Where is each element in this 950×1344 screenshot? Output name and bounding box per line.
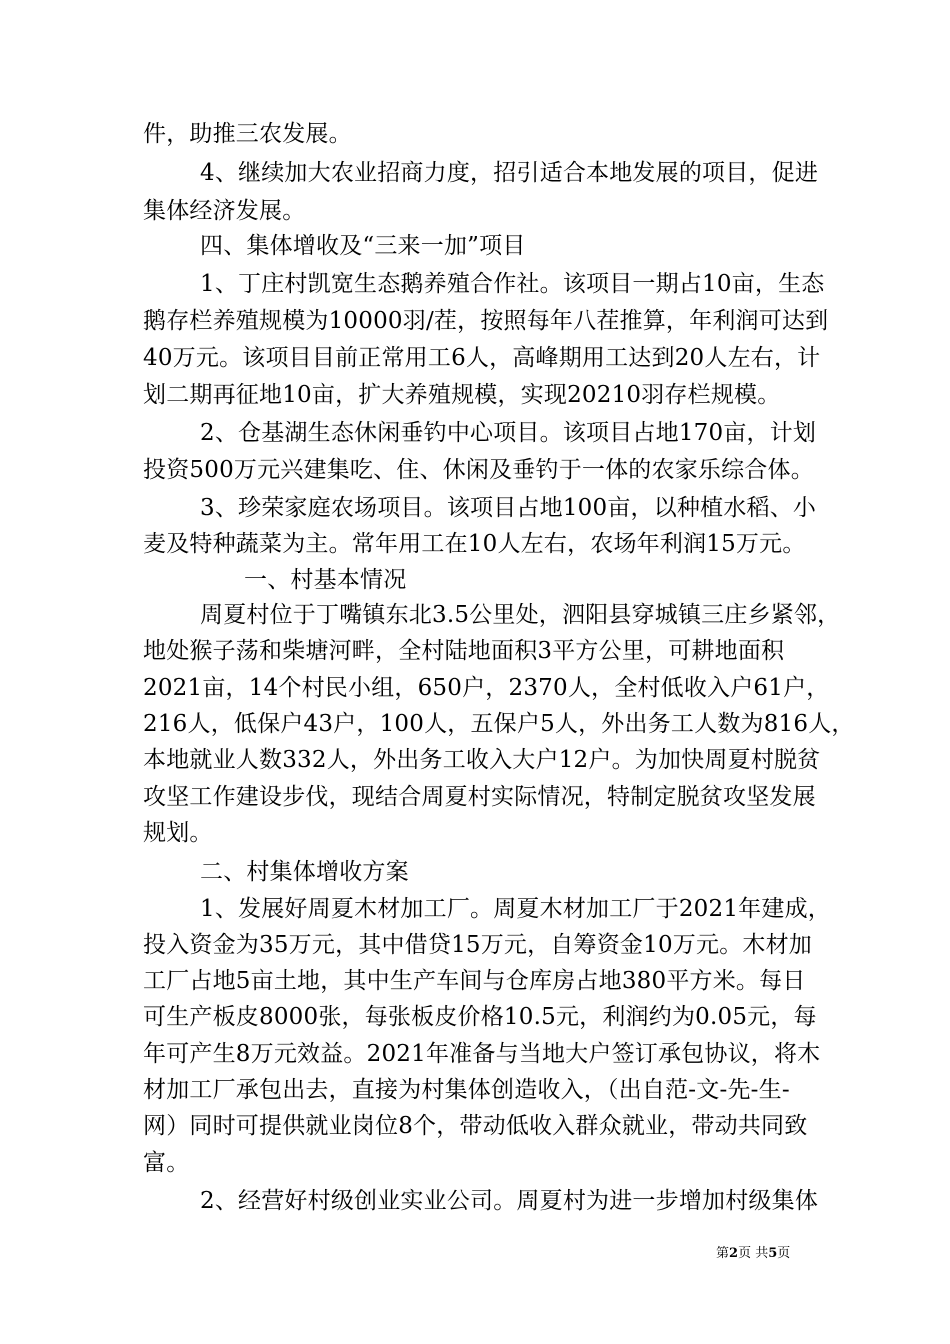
text-line: 4、继续加大农业招商力度，招引适合本地发展的项目，促进 bbox=[200, 160, 819, 186]
text-line: 本地就业人数332人，外出务工收入大户12户。为加快周夏村脱贫 bbox=[143, 747, 821, 773]
footer-prefix: 第 bbox=[716, 1246, 730, 1261]
text-line: 件，助推三农发展。 bbox=[143, 121, 352, 147]
text-line: 网）同时可提供就业岗位8个，带动低收入群众就业，带动共同致 bbox=[143, 1113, 808, 1139]
section-heading: 一、村基本情况 bbox=[244, 567, 407, 593]
text-line: 2、仓基湖生态休闲垂钓中心项目。该项目占地170亩，计划 bbox=[200, 420, 817, 446]
text-line: 40万元。该项目目前正常用工6人，高峰期用工达到20人左右，计 bbox=[143, 345, 821, 371]
text-line: 集体经济发展。 bbox=[143, 198, 306, 224]
total-page-number: 5 bbox=[768, 1246, 778, 1261]
text-line: 216人，低保户43户，100人，五保户5人，外出务工人数为816人， bbox=[143, 711, 855, 737]
text-line: 年可产生8万元效益。2021年准备与当地大户签订承包协议，将木 bbox=[143, 1041, 821, 1067]
text-line: 2、经营好村级创业实业公司。周夏村为进一步增加村级集体 bbox=[200, 1188, 819, 1214]
text-line: 3、珍荣家庭农场项目。该项目占地100亩，以种植水稻、小 bbox=[200, 495, 817, 521]
text-line: 投入资金为35万元，其中借贷15万元，自筹资金10万元。木材加 bbox=[143, 932, 812, 958]
text-line: 可生产板皮8000张，每张板皮价格10.5元，利润约为0.05元，每 bbox=[143, 1004, 817, 1030]
current-page-number: 2 bbox=[729, 1246, 739, 1261]
text-line: 1、发展好周夏木材加工厂。周夏木材加工厂于2021年建成， bbox=[200, 896, 831, 922]
footer-suffix: 页 bbox=[777, 1246, 791, 1261]
text-line: 鹅存栏养殖规模为10000羽/茬，按照每年八茬推算，年利润可达到 bbox=[143, 308, 829, 334]
text-line: 工厂占地5亩土地，其中生产车间与仓库房占地380平方米。每日 bbox=[143, 968, 806, 994]
text-line: 材加工厂承包出去，直接为村集体创造收入，（出自范-文-先-生- bbox=[143, 1077, 790, 1103]
text-line: 2021亩，14个村民小组，650户，2370人，全村低收入户61户， bbox=[143, 675, 830, 701]
text-line: 地处猴子荡和柴塘河畔，全村陆地面积3平方公里，可耕地面积 bbox=[143, 638, 785, 664]
text-line: 周夏村位于丁嘴镇东北3.5公里处，泗阳县穿城镇三庄乡紧邻， bbox=[200, 602, 841, 628]
text-line: 1、丁庄村凯宽生态鹅养殖合作社。该项目一期占10亩，生态 bbox=[200, 271, 825, 297]
text-line: 富。 bbox=[143, 1150, 190, 1176]
footer-middle: 页 共 bbox=[738, 1246, 769, 1261]
text-line: 攻坚工作建设步伐，现结合周夏村实际情况，特制定脱贫攻坚发展 bbox=[143, 784, 816, 810]
text-line: 划二期再征地10亩，扩大养殖规模，实现20210羽存栏规模。 bbox=[143, 382, 781, 408]
section-heading: 四、集体增收及“三来一加”项目 bbox=[200, 233, 526, 259]
page-footer bbox=[716, 1246, 790, 1262]
section-heading: 二、村集体增收方案 bbox=[200, 859, 409, 885]
text-line: 规划。 bbox=[143, 820, 213, 846]
text-line: 投资500万元兴建集吃、住、休闲及垂钓于一体的农家乐综合体。 bbox=[143, 457, 814, 483]
text-line: 麦及特种蔬菜为主。常年用工在10人左右，农场年利润15万元。 bbox=[143, 531, 806, 557]
